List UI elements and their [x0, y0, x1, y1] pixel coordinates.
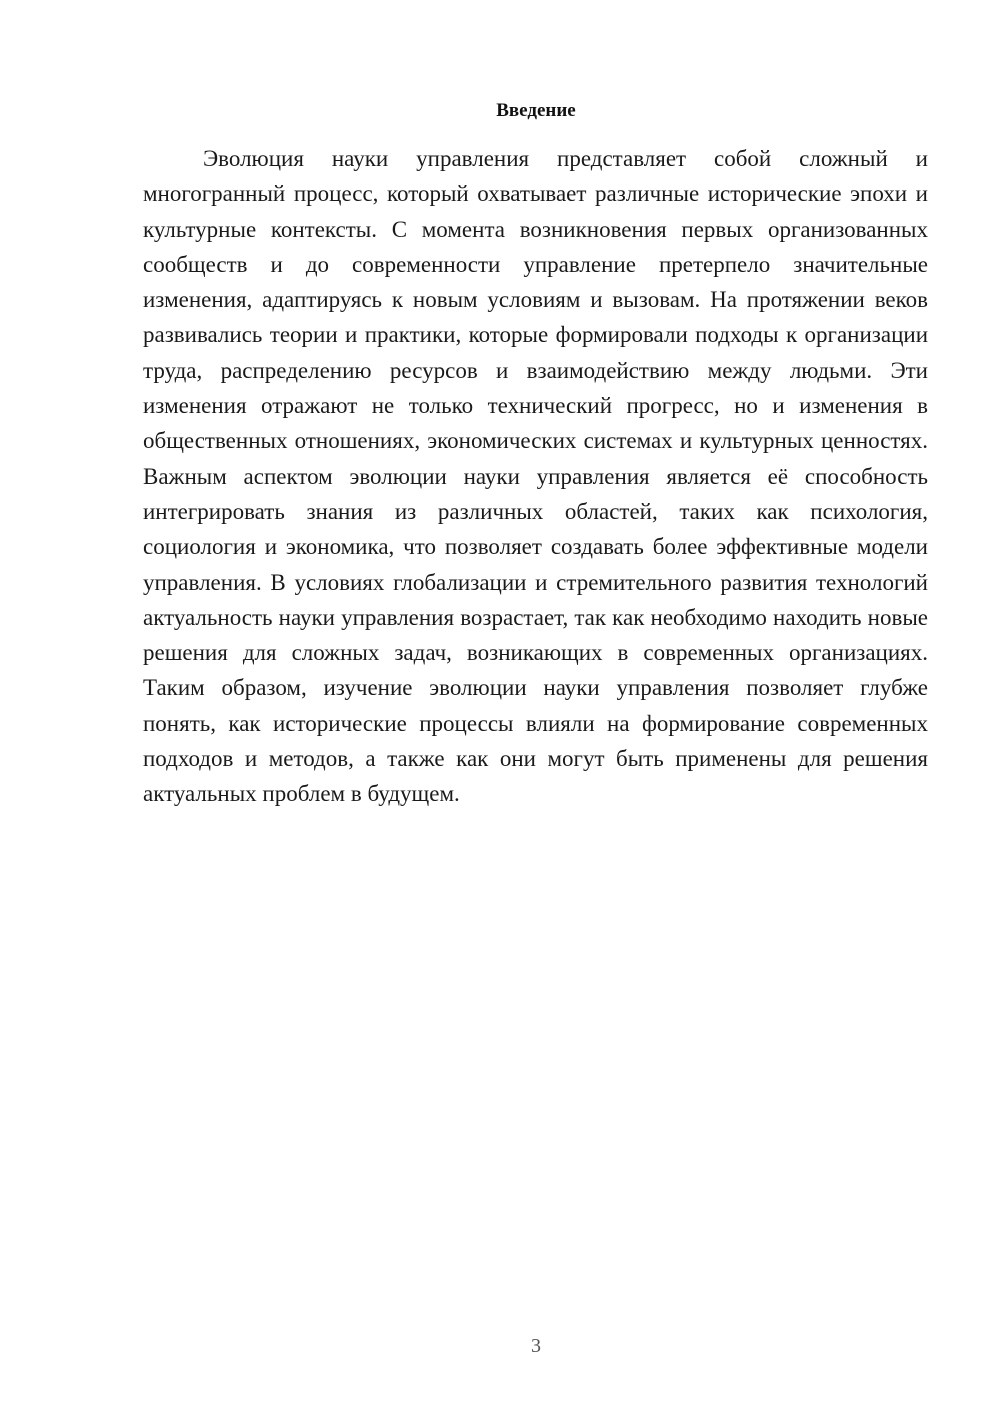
page-number: 3 [531, 1335, 541, 1357]
body-paragraph: Эволюция науки управления представляет собой сложный и многогранный процесс, который охватывает различные исторические эпохи и культурные контексты. С момента возникновения первых организованных сообществ и до современности управление претерпело значительные изменения, адаптируясь к новым условиям и вызовам. На протяжении веков развивались теории и практики, которые формировали подходы к организации труда, распределению ресурсов и взаимодействию между людьми. Эти изменения отражают не только технический прогресс, но и изменения в общественных отношениях, экономических системах и культурных ценностях. Важным аспектом эволюции науки управления является её способность интегрировать знания из различных областей, таких как психология, социология и экономика, что позволяет создавать более эффективные модели управления. В условиях глобализации и стремительного развития технологий актуальность науки управления возрастает, так как необходимо находить новые решения для сложных задач, возникающих в современных организациях. Таким образом, изучение эволюции науки управления позволяет глубже понять, как исторические процессы влияли на формирование современных подходов и методов, а также как они могут быть применены для решения актуальных проблем в будущем. [143, 146, 928, 807]
section-heading: Введение [496, 100, 576, 121]
